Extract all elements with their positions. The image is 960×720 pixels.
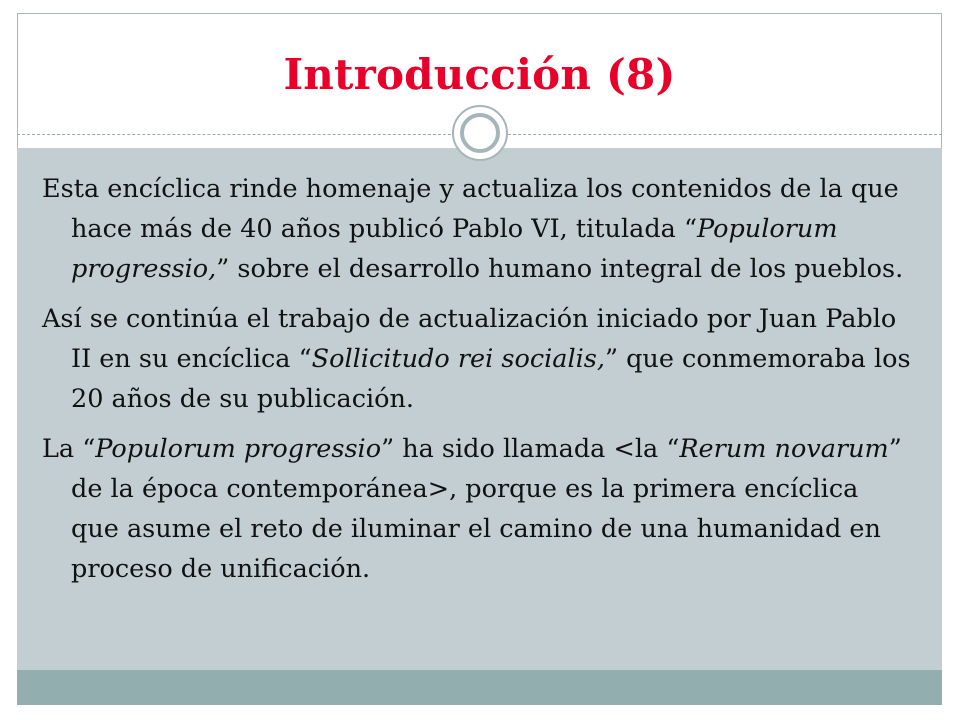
- paragraph-1-text-2: ” sobre el desarrollo humano integral de los pueblos.: [216, 254, 904, 284]
- paragraph-2-text-2: ” que conmemoraba los 20 años de su publicación.: [71, 344, 911, 414]
- paragraph-2: [42, 299, 912, 419]
- paragraph-2-text-1: Así se continúa el trabajo de actualización iniciado por Juan Pablo II en su encíclica “: [42, 304, 897, 374]
- paragraph-1: [42, 169, 912, 289]
- slide-body: [42, 169, 912, 589]
- circle-ornament-icon: [452, 105, 508, 161]
- paragraph-3-text-2: ” ha sido llamada <la “: [381, 434, 680, 464]
- slide-title: Introducción (8): [283, 50, 676, 99]
- paragraph-3-text-3: ” de la época contemporánea>, porque es la primera encíclica que asume el reto de iluminar el camino de una humanidad en proceso de unificación.: [71, 434, 902, 584]
- footer-band: [17, 670, 942, 705]
- paragraph-1-title-italic: Populorum progressio,: [71, 214, 838, 284]
- paragraph-3-text-1: La “: [42, 434, 96, 464]
- paragraph-3: [42, 429, 912, 589]
- paragraph-3-title-italic-2: Rerum novarum: [679, 434, 889, 464]
- paragraph-3-title-italic-1: Populorum progressio: [95, 434, 382, 464]
- paragraph-2-title-italic: Sollicitudo rei socialis,: [311, 344, 605, 374]
- paragraph-1-text-1: Esta encíclica rinde homenaje y actualiza los contenidos de la que hace más de 40 años publicó Pablo VI, titulada “: [42, 174, 899, 244]
